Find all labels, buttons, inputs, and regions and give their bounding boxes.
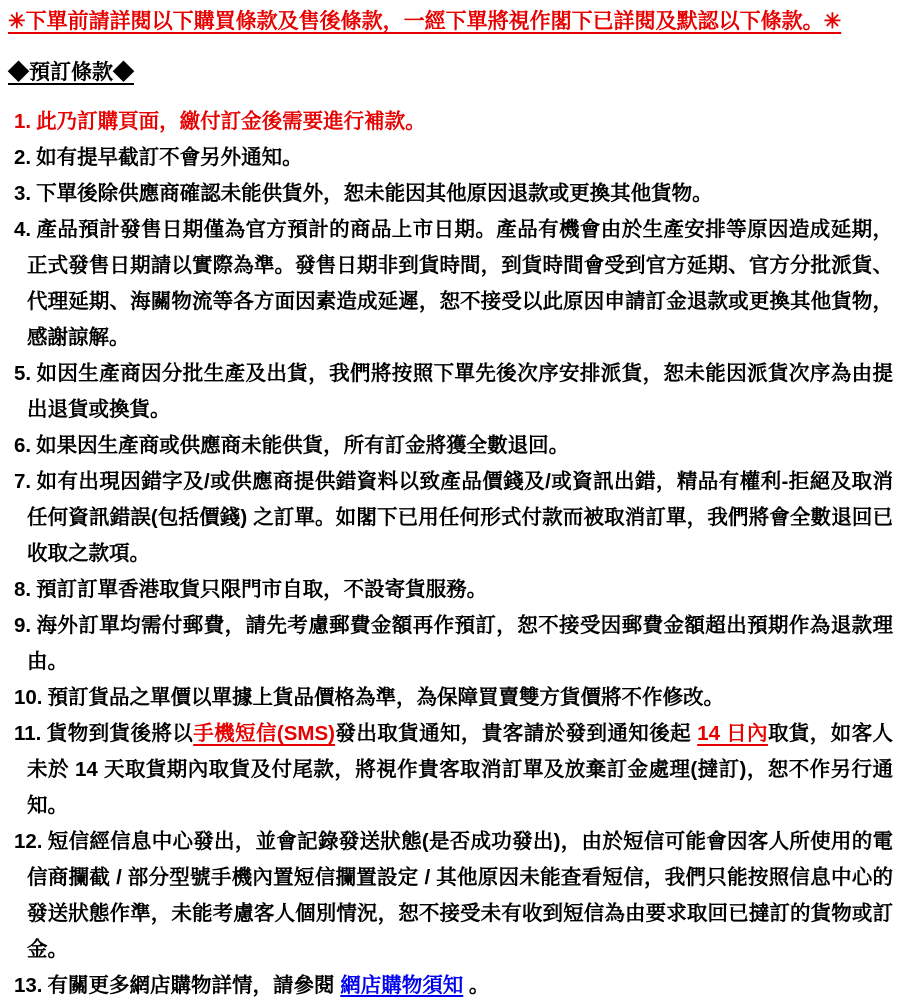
term-item-9 [14, 608, 893, 680]
term-text: 如果因生產商或供應商未能供貨，所有訂金將獲全數退回。 [36, 434, 570, 457]
term-item-11 [14, 716, 893, 824]
term-item-8 [14, 572, 893, 608]
term-number: 1. [14, 110, 32, 133]
term-number: 8. [14, 578, 32, 601]
term-text: 預訂貨品之單價以單據上貨品價格為準，為保障買賣雙方貨價將不作修改。 [47, 686, 724, 709]
term-item-5 [14, 356, 893, 428]
term-number: 7. [14, 470, 32, 493]
term-number: 13. [14, 974, 43, 997]
term-text: 短信經信息中心發出，並會記錄發送狀態(是否成功發出)，由於短信可能會因客人所使用的電信商攔截 / 部分型號手機內置短信攔置設定 / 其他原因未能查看短信，我們只能按照信息中心的發送狀態作準，未能考慮客人個別情況，恕不接受未有收到短信為由要求取回已撻訂的貨物或訂金。 [27, 830, 893, 961]
term-text: 有關更多網店購物詳情，請參閱 [47, 974, 341, 997]
term-number: 3. [14, 182, 32, 205]
term-number: 4. [14, 218, 32, 241]
term-text: 。 [463, 974, 490, 997]
store-shopping-guide-link[interactable]: 網店購物須知 [340, 974, 464, 997]
term-text: 此乃訂購頁面，繳付訂金後需要進行補款。 [36, 110, 426, 133]
term-text: 產品預計發售日期僅為官方預計的商品上市日期。產品有機會由於生產安排等原因造成延期，正式發售日期請以實際為準。發售日期非到貨時間，到貨時間會受到官方延期、官方分批派貨、代理延期、海關物流等各方面因素造成延遲，恕不接受以此原因申請訂金退款或更換其他貨物，感謝諒解。 [27, 218, 893, 349]
term-item-1 [14, 104, 893, 140]
term-text: 預訂訂單香港取貨只限門市自取，不設寄貨服務。 [36, 578, 488, 601]
term-item-2 [14, 140, 893, 176]
term-item-12 [14, 824, 893, 968]
term-item-6 [14, 428, 893, 464]
term-text: 如有出現因錯字及/或供應商提供錯資料以致產品價錢及/或資訊出錯，精品有權利-拒絕及取消任何資訊錯誤(包括價錢) 之訂單。如閣下已用任何形式付款而被取消訂單，我們將會全數退回已收取之款項。 [27, 470, 893, 565]
term-number: 2. [14, 146, 32, 169]
section-title-preorder-terms: ◆預訂條款◆ [8, 61, 134, 84]
term-text: 貨物到貨後將以 [46, 722, 194, 745]
term-item-4 [14, 212, 893, 356]
term-item-7 [14, 464, 893, 572]
term-number: 6. [14, 434, 32, 457]
term-text: 海外訂單均需付郵費，請先考慮郵費金額再作預訂，恕不接受因郵費金額超出預期作為退款理由。 [27, 614, 893, 673]
term-number: 12. [14, 830, 43, 853]
term-number: 10. [14, 686, 43, 709]
term-number: 11. [14, 722, 42, 745]
term-number: 5. [14, 362, 32, 385]
term-item-10 [14, 680, 893, 716]
document-title: ✳下單前請詳閱以下購買條款及售後條款，一經下單將視作閣下已詳閱及默認以下條款。✳ [8, 10, 842, 33]
term-item-13 [14, 968, 893, 1004]
term-item-3 [14, 176, 893, 212]
term-number: 9. [14, 614, 32, 637]
term-text: 取貨，如客人未於 14 天取貨期內取貨及付尾款，將視作貴客取消訂單及放棄訂金處理(撻訂)，恕不作另行通知。 [27, 722, 894, 817]
term-text: 發出取貨通知，貴客請於發到通知後起 [335, 722, 698, 745]
term-text-highlight: 手機短信(SMS) [193, 722, 335, 745]
term-text-highlight: 14 日內 [697, 722, 768, 745]
term-text: 如有提早截訂不會另外通知。 [36, 146, 303, 169]
term-text: 如因生產商因分批生產及出貨，我們將按照下單先後次序安排派貨，恕未能因派貨次序為由提出退貨或換貨。 [27, 362, 893, 421]
terms-list [14, 104, 893, 1004]
term-text: 下單後除供應商確認未能供貨外，恕未能因其他原因退款或更換其他貨物。 [36, 182, 713, 205]
